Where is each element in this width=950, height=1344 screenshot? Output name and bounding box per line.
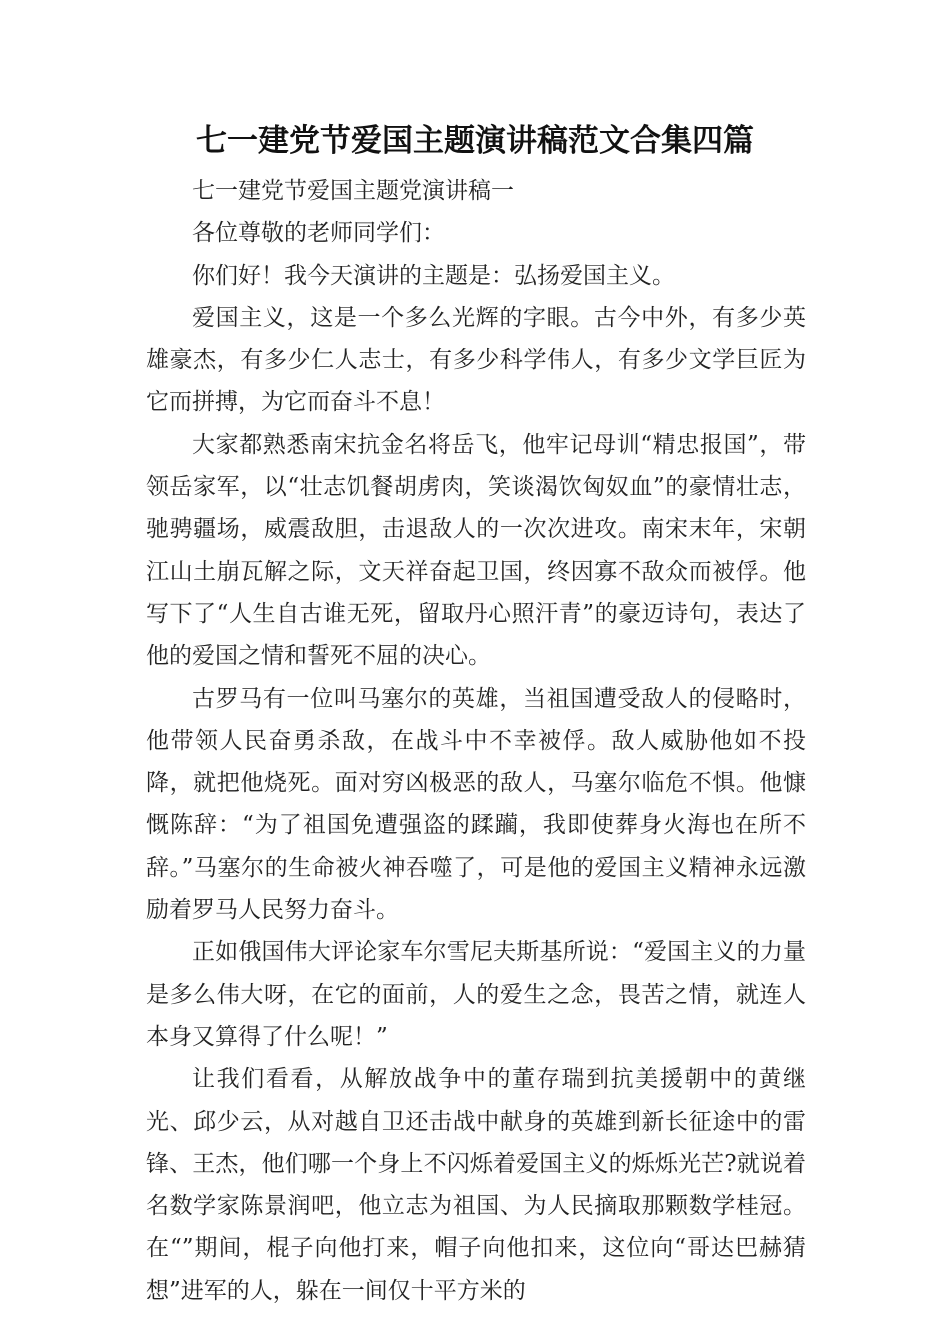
document-body bbox=[146, 170, 806, 1312]
document-title: 七一建党节爱国主题演讲稿范文合集四篇 bbox=[196, 123, 754, 159]
body-paragraph: 让我们看看，从解放战争中的董存瑞到抗美援朝中的黄继光、邱少云，从对越自卫还击战中献身的英雄到新长征途中的雷锋、王杰，他们哪一个身上不闪烁着爱国主义的烁烁光芒?就说着名数学家陈景润吧，他立志为祖国、为人民摘取那颗数学桂冠。在“”期间，棍子向他打来，帽子向他扣来，这位向“哥达巴赫猜想”进军的人，躲在一间仅十平方米的 bbox=[146, 1066, 806, 1304]
body-paragraph: 大家都熟悉南宋抗金名将岳飞，他牢记母训“精忠报国”，带领岳家军，以“壮志饥餐胡虏肉，笑谈渴饮匈奴血”的豪情壮志，驰骋疆场，威震敌胆，击退敌人的一次次进攻。南宋末年，宋朝江山土崩瓦解之际，文天祥奋起卫国，终因寡不敌众而被俘。他写下了“人生自古谁无死，留取丹心照汗青”的豪迈诗句，表达了他的爱国之情和誓死不屈的决心。 bbox=[146, 431, 806, 670]
body-paragraph: 古罗马有一位叫马塞尔的英雄，当祖国遭受敌人的侵略时，他带领人民奋勇杀敌，在战斗中不幸被俘。敌人威胁他如不投降，就把他烧死。面对穷凶极恶的敌人，马塞尔临危不惧。他慷慨陈辞：“为了祖国免遭强盗的蹂躏，我即使葬身火海也在所不辞。”马塞尔的生命被火神吞噬了，可是他的爱国主义精神永远激励着罗马人民努力奋斗。 bbox=[146, 685, 806, 924]
salutation: 各位尊敬的老师同学们： bbox=[192, 220, 445, 247]
body-paragraph: 你们好！我今天演讲的主题是：弘扬爱国主义。 bbox=[192, 262, 675, 289]
section-heading: 七一建党节爱国主题党演讲稿一 bbox=[192, 178, 514, 204]
body-paragraph: 爱国主义，这是一个多么光辉的字眼。古今中外，有多少英雄豪杰，有多少仁人志士，有多少科学伟人，有多少文学巨匠为它而拼搏，为它而奋斗不息！ bbox=[146, 304, 806, 416]
body-paragraph: 正如俄国伟大评论家车尔雪尼夫斯基所说：“爱国主义的力量是多么伟大呀，在它的面前，人的爱生之念，畏苦之情，就连人本身又算得了什么呢！” bbox=[146, 939, 806, 1050]
